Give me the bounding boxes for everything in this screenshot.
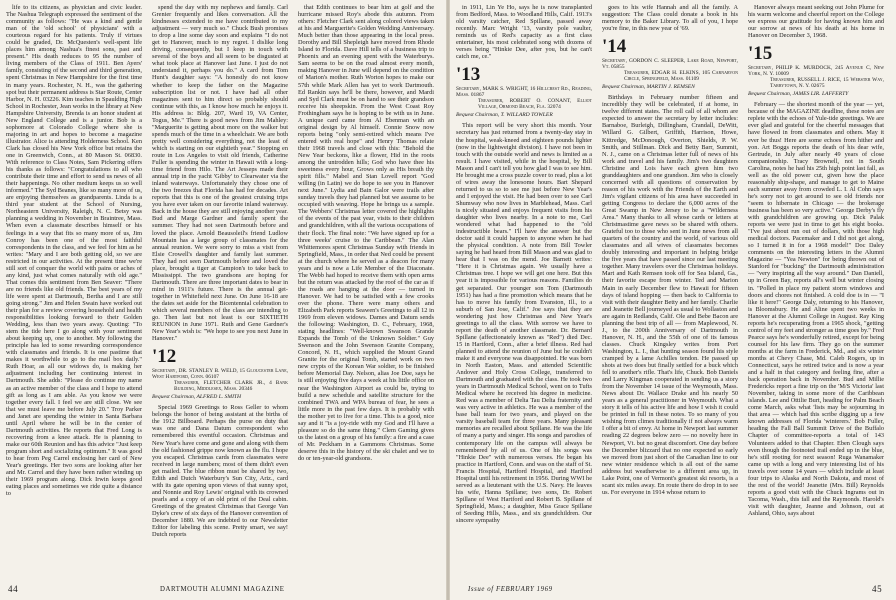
class-year: '12 [152, 346, 177, 368]
column-5-text-continued: Birthdays in February number fifteen and incredibly they will be celebrated, if at home, in twelve different states. The roll call of all whom are expected to answer the secretary by letter includes: Barnaboe, Burleigh, Dillingham, Crandall, DeWitt, Willard G. Gilbert, Griffith, Harrison, Howe, Kittredge, McDonough, Overton, Shields, P. W. Smith, and Stillman. Dick and Betty Barr, Summit, N. J., came on a Christmas letter full of news of his work and travel and his family. Jim's two daughters Christine and Lois have each given him two granddaughters and one grandson. Jim who is closely concerned with all questions of conservation by reason of his work with the Friends of the Earth and Jim's vigilant citizens of his area have succeeded in getting Congress to declare the 6,000 acres of the Great Swamp in New Jersey to be a "Wilderness Area." Many thanks to all whose cards or letters at Christmastime gave news so be shared with others. Grateful too to those who sent in June news from all quarters of the country and the world, of various old classmates and all wives of classmates becomes doubly interesting and important in helping bridge the five years that have passed since our last meeting together. Many travelers over the Christmas holidays. Mart and Kath Remsen took off for Sea Island, Ga., their favorite escape from winter. Ted and Marion Main in early December flew to Hawaii for fifteen days of island hopping — then back to California to visit with their daughter Betty and her family. Charlie and Jeanette Bell journeyed as usual to Wollaston and are again in Redlands, Calif. Ole and Bebe Bacon are planning the best trip of all — from Maplewood, N. J., to the 200th Anniversary of Dartmouth in Hanover, N. H., and the 55th of one of its famous classes. Chuck Kingsley writes from Port Washington, L. I., that hunting season found his style cramped by a lame Achilles tendon. He passed up shots at two does but finally settled for a buck which fell to another's rifle. That's life, Chuck. Bob Daniels and Larry Kingman cooperated in sending us a story from the November 14 issue of the Weymouth, Mass. News about Dr. Wallace Drake and his nearly 50 years as a general practitioner in Weymouth. What a story it tells of his active life and how I wish it could be printed in full in these notes. To so many of you wishing from climes traditionally if not always warm I offer a bit of envy. At home in Newport last summer reading 22 degrees below zero — no novelty here in Newport, Vt. but no great discomfort. One day before the December blizzard that no one expected so early we moved from just short of the Canadian line to our new winter residence which is all out of the same address but weatherwise to a different area up, in Lake Point, one of Vermont's greatest ski resorts, is a scant six miles away. En route there do drop in to see us. For everyone in 1914 whose return to [602, 94, 738, 496]
column-5 [602, 4, 738, 582]
class-year: '15 [748, 43, 773, 65]
class-secretary: Secretary, GORDON C. SLEEPER, Lake Road, Newport, Vt. 05855 [602, 58, 738, 71]
class-secretary: Secretary, PHILIP K. MURDOCK, 245 Avenue C, New York, N. Y. 10009 [748, 65, 884, 78]
class-heading-1915 [748, 44, 884, 89]
class-year: '14 [602, 36, 627, 58]
class-treasurer: Treasurer, FLETCHER CLARK JR., 4 Bank Building, Middlesex, Mass. 20346 [174, 380, 288, 393]
bequest-chairman: Bequest Chairman, MARTIN J. REMSEN [602, 84, 695, 91]
bequest-chairman: Bequest Chairman, T. WILLARD TOWLER [456, 112, 553, 119]
class-heading-1914 [602, 37, 738, 82]
column-4-text: in 1911, Lin Ye Ho, says he is now transplanted from Bedford, Mass. to Woodland Hills, Calif. 1913's old varsity catcher, Red Spillane, passed away recently. Marc Wright '13, varsity pole vaulter, reminds us of Red's capacity as a first class entertainer, his most celebrated song with dozens of verses being "Hinkie Dee, after you, but he can't catch me, ce." [456, 4, 592, 61]
column-2-text-continued: Special 1969 Greetings to Ross Geller to whom belongs the honor of being assistant at the births of the 1912 Billboard. Perhaps the purse on duty that was one and Dana Datum correspondent who remembered this eventful occasion. Christmas and New Year's have come and gone and along with them the old fashioned grippe now known as the flu. I hope you escaped. Christmas cards from classmates were received in large numbers; most of them didn't even get mailed. The blue ribbon must be shared by two, Edith and Dutch Waterbury's Sun City, Ariz., card with its gate opening upon views of that sunny spot, and Nonnie and Roy Lewis' original with its crowned pearls and a copy of an old print of the Deal cabin. Greetings of the greatest Christmas that George Van Dyke's crew of six days of the Hanover convention of December 1880. We are indebted to our Newsletter Editor for labeling this scene. Pretty smart, we say! Dutch reports [152, 404, 288, 539]
class-treasurer: Treasurer, EDGAR H. ELKINS, 105 Carnarvon Circle, Springfield, Mass. 01109 [624, 70, 738, 83]
right-page-number: 45 [872, 584, 883, 594]
column-1-text: life to its citizens, as physician and civic leader. The Nashua Telegraph expressed the sentiment of the community as follows: "He was a kind and gentle man of the 'old school' of physicians' with a courteous regard for his patients. Truly if virtues could be graded, Dr. McQuesten's well-spent life places him among Nashua's finest sons, past and present." His death reduces to 95 the number of living members of the Class of 1911. Ben Ayers' family, consisting of the second and third generation, spent Christmas in New Hampshire for the first time in many years. Rochester, N. H., was the gathering spot but their permanent address is Star Route, Center Harbor, N. H. 03226. Kim teaches in Spaulding High School in Rochester, Jean works in the library at New Hampshire University, Brenda is an honor student at New England College and is a junior. Bob is a sophomore at Colorado College where she is majoring in art and hopes to become a magazine illustrator. Alice is attending Holderness School. Ken Clark has closed his New York office but retains the one in Greenwich, Conn., at 80 Mason St. 06830. With reference to Class Notes, Sam Pickering offers his thanks as follows: "Congratulations to all who contribute their time and effort to send us news of all their happenings. No other medium keeps us so well informed." The Syd Beanes, like so many more of us, are enjoying themselves as grandparents. Linda is a third year student at the School of Nursing, Northeastern University, Raleigh, N. C. Betsy was planning a wedding in November in Braintree, Mass. When even a classmate describes himself or his feelings in a way that fits so many more of us, Jim Conroy has been one of the most faithful correspondents in the class, and we feel for him as he writes: "Mary and I are both getting old, so we are restricted in our activities. At the present time we're still sort of conquer the world with pains or aches of any kind, just what comes naturally with old age." That comes this sentiment from Ben Seaver: "There are no friends like old friends. The best years of my life were spent at Dartmouth, Bertha and I are still going strong." Jim and Helen Swain have worked out their plan for a review covering household and health responsibilities looking forward to their Golden Wedding, less than two years away. Quoting: "To stem the tide here I go along with your sentiment about keeping up, one to another. My following the principle has led to some rewarding correspondence with classmates and friends. It is one pastime that makes it worthwhile to go to the mail box daily." Ruth Hoar, as all our widows do, is making her adjustment including her continuing interest in Dartmouth. She adds: "Please do continue my name as an active member of the class and I hope to attend gift as long as I am able. As you know we were together every fall. I feel we are still close. We see that we must leave me before July 20." Troy Parker and Janet are spending the winter in Santa Barbara until April where he will be in the center of Dartmouth activities. He reports that Fred Long is recovering from a knee attack. He is planning to make our 60th Reunion and has this advice "Just keep program short and socializing optimum." It was good to hear from Peg Carrel enclosing her card of New Year's greetings. Her two sons are looking after her and Mr. Carrel and they have been rather winding up their 1969 program along. Dick Irwin keeps good eating places and sometimes we ride quite a distance to [6, 4, 142, 498]
issue-label: Issue of FEBRUARY 1969 [468, 586, 553, 593]
class-year: '13 [456, 64, 481, 86]
column-5-text: goes to his wife Hannah and all the family. A suggestion: The Class could donate a book in his memory to the Baker Library. To all of you, I hope you're fine, in this new year of '69. [602, 4, 738, 33]
column-6-text: Hanover always meant seeking out John Plume for his warm welcome and cheerful report on the College we express our gratitude for having known him and our sorrow at news of his death at his home in Hanover on December 3, 1968. [748, 4, 884, 40]
bequest-chairman: Bequest Chairman, JAMES LIR. LAFFERTY [748, 91, 849, 98]
page-gutter [446, 0, 450, 600]
column-2 [152, 4, 288, 582]
column-6 [748, 4, 884, 582]
class-secretary: Secretary, DR. STANLEY B. WELD, 15 Gloucester Lane, West Hartford, Conn. 06107 [152, 368, 288, 381]
class-heading-1912 [152, 347, 288, 392]
class-heading-1913 [456, 65, 592, 110]
column-2-text: spend the day with my nephews and family. Carl Grenier frequently and likes conversation. All the kindnesses extended to me have contributed to my adjustment — very much so." Chuck Bush promises to drop a line some day soon and explains "I do not get to Hanover, much to my regret. I dislike long driving, consequently, but I keep in touch with several of the boys and all seem to be disgusted at what took place at Hanover last June. I just do not understand it, perhaps you do." A card from Tom Hunt's daughter says: "A honestly do not know whether to keep the father on the Magazine subscription list or not. I have had all other magazines sent to him direct so probably should continue with this, as I know how much he enjoys it. His address is: Bldg. 207, Ward 19, VA Center, Togus, Me." There is good news from Jim Mahley: "Marguerite is getting about more on the walker but spends much of the time in a wheelchair. We are both pretty well considering everything, not the least of which is starting on our eightieth year." Stopping en route in Los Angeles to visit old friends, Catherine Fuller is spending the winter in Hawaii with a long-time friend from Hilo. The Art Jesseps made their annual trip in the yacht 'Gibby' to Clearwater via the inland waterways. Unfortunately they chose one of the two freezes that Florida has had for decades. Art reports that this is one of the greatest cruising trips you have ever taken on our favorite inland waterway. Back in the house they are still enjoying another year. Bud and Marge Gardner and family spent the summer. They had not seen Dartmouth before and loved the place. Arnold Beausoleil's friend Ludlow Mountain has a large group of classmates for the annual reunion. We were sorry to miss a visit from Elsie Crowell's daughter and family last summer. They had not seen Dartmouth before and loved the place, brought a tiger at Campion's to take back to Mississippi. The two grandsons are hoping for Dartmouth. There are three important dates to bear in mind in 1911's future. There is the annual get-together in Whitefield next June. On June 16-18 are the dates set aside for the Bicentennial celebration to which several members of the class are intending to go. Then last but not least is our SIXTIETH REUNION in June 1971. Ruth and Gene Gardner's New Year's wish is: "We hope to see you next June in Hanover." [152, 4, 288, 343]
column-3 [298, 4, 434, 582]
class-treasurer: Treasurer, RUSSELL J. RICE, 15 Webster Way, Tarrytown, N. Y. 02675 [770, 77, 884, 90]
class-treasurer: Treasurer, ROBERT O. CONANT, Elliot Village, Ormond Beach, Fla. 32074 [478, 98, 592, 111]
column-6-text-continued: February — the shortest month of the year — yet, because of the MAGAZINE deadline, these notes are replete with the echoes of Yule-tide greetings. We are ever glad and grateful for the cheerful messages that have flowed in from classmates and others. May it ever be thus! Here are some echoes from hither and yon. Art Boggs reports the death of his dear wife, Gertrude, in July after nearly 49 years of close companionship. Tracy Brownell, not in South Carolina, notes he had his 25th high point last fall, as well as the old power cut, given how the place reasonably ship-shape, and manage to get to Maine each summer away from crowded L. I. Al Cohn says he's sorry not to get around to see old friends nor "seem to hibernate in Chicago — the brokerage business has been so very active." George Derby's fly with grandchildren are growing up. Dick Palak reports we were just in time to get his eight books. "I've just about run out of dollars, with those high medical doctors. Pacemaker and I did not get along, so I turned it in for a 1968 model!" Doc Daley comments on the interesting letters in the Alumni Magazine — "Yea Newton" for being thrown out of Stanford for "bucking" the Dartmouth administration — "very inspiring all the way around." Dan Daniell, up in Green Bay, reports all's well but winter closing in. "Polled in place my patient storm windows and doors and chores not finished. A cold doe is in — "I like it here!" George Daly, returning to his Hanover, is Bloomsbury. He and Aline spent two weeks in Hanover at the Alumni College in August. Ray King reports he's recuperating from a 1965 shock, "getting control of my feet and stronger as time goes by." Fred Pearce says he's wonderfully retired, except for being counsel for his law firm. They go on the summer months at the farm in Frederick, Md., and six winter months at Chevy Chase, Md. Caleb Rogers, up in Connecticut, says he retired twice and is now a year and a half in that category and feeling fine, after a back operation back in November. Bud and Millie Fredericks report a fine trip on the 'M/S Victoria' last November, taking in some more of the Caribbean islands. Lee and Ottilie Burt, heading for Palm Beach come March, asks what 'lists may be sojourning in that area — which had this scribe digging up a few known addresses of Florida 'winterers.' Bob Fuller, heading the Fall Ball Summit Drive of the Buffalo Chapter of committee-reports a total of 143 Volunteers added to that Chapter. Eben Clough says even though the footnoted trail ended up in the blue, he's still rooting for next season! Ruga Wanamaker came up with a long and very interesting list of his travels over some 14 years — which include at least four trips to Alaska and North Dakota, and most of the rest of the world! Jeanette (Mrs. Bill) Reynolds reports a good visit with the Chuck Ingrams out in Tacoma, Wash., this fall and the Raymonds. Harold's visit with daughter, Jeanne and Johnson, out at Ashland, Ohio, says about [748, 101, 884, 517]
column-3-text: that Edith continues to bear him at golf and the hurricane missed Roy's abode this autumn. From others: Fletcher Clark sent along colored views taken at his and Marguerite's Golden Wedding Anniversary. Much better than those appearing in the local press. Dorothy and Bill Shepleigh have moved from Rhode Island to Florida. Dave Hill tells of a business trip to Phoenix and an evening spent with the Waterburys. Sam seems to be on the road almost every month, making Hanover in June will depend on the condition of Marion's mother. Ruth Worton hopes to make our 57th while Mark Allen has yet to work Dartmouth. Ed Rankin says he'll be there, however, and Mardi and Syd Clark must be on hand to see their grandson receive his sheepskin. From the West Coast Roy Frothingham says he is hoping to be with us in June. A unique card came from Al Ebenman with an original design by Al himself. Connie Snow now reports being "only semi-retired which means I've entered with real hope" and Henry Thomas relate their 1968 travels and close with this: "Behold the New Year beckons, like a flower, Hid in the roots among the untrodden hills; God who have thee his sweetness every hour, Grows only as His breath thy spirit fills." Mabel and Stan Lovell report "God willing (in Latin) we do hope to see you in Hanover next June." Lydia and Bain Galor were trails after sunday travels they had planned but we assume to be occupied with weaving. Hope he brings us a sample. The Webbers' Christmas letter covered the highlights of the events of the past year, visits to their children and grandchildren, with all the various occupations of their flock. The final note: "We have signed up for a three weeks' cruise to the Caribbean." The Alan Whittemores spent Christmas Sunday with friends in Springfield, Mass., in order that Ned could be present at the church where he served as a deacon for many years and is now a Life Member of the Diaconate. The Webb had hoped to receive them with open arms but the return was attacked by the roof of the car as if the roads are hanging at the door — turned in Hanover. We had to be satisfied with a few crooks over the phone. There were many others and Elizabeth Park reports Seawen's Greetings to all 12 in 1969 from eleven widows. Dames and Datum sends the following: Washington, D. C., February, 1968, stating headlines: "Well-known Swanson Grande Expands the Tomb of the Unknown Soldier." Guy Swenson and the John Swenson Granite Company, Concord, N. H., which supplied the Mount Grand Granite for the original Tomb, started work on two new crypts of the Korean War soldier, to be finished before Memorial Day. Nelson, alias Joe Doe, says he is still enjoying five days a week at his little office on near the Washington Airport as could be, trying to build a new schedule and satellite structure for the combined TWA and WPA bureau of fear, he sees a little more in the past few days. It is probably with the mother yet to live for a time. This is a good, nice say and it "is a joy-ride with my God and I'll have a pleasure so do the same thing." Clem Gaming gives us the latest on a group of his family: a fire and a case of Mr. Peckham in a Gammons Christmas. Some deserve this in the history of the ski chalet and we to do or ten-year-old grandsons. [298, 4, 434, 462]
bequest-chairman: Bequest Chairman, ALFRED L. SMITH [152, 394, 242, 401]
column-4-text-continued: This report will be very short this month. Your secretary has just returned from a twenty-day stay in the hospital, weak-kneed and eighteen pounds lighter (now in the lightweight division). I have not been in touch with the outside world and news is limited as a result. I have visited, while in the hospital, by Bill Mason and I can't tell you how glad I was to see him. He brought me a cross puzzle cover to read, plus a lot of wires away the lonesome hours. Bart Shepard returned to us so to see me just before New Year's and I enjoyed the visit. He had been over to see Carl Shumway who now lives in Marblehead, Mass. Carl is nicely situated and enjoys frequent visits from his daughter who lives nearby. In a note to me, Carl wondered what had happened to the "old indestructible bears." I'll have the answer but the doctor said it could happen to anyone when he had the physical condition. A note from Bill Towler saying he had heard from Bill Mason and was glad to hear that I was on the mend. Joe Barnett writes: "Here it is Christmas again. We usually have a Christmas tree. I hope we will get one here. But this year it is impossible for various reasons. Families do get separated. Our younger son Tom (Dartmouth 1951) has had a fine promotion which means that he has to move his family from Evanston, Ill., to a suburb of San Jose, Calif." Joe says that they are wondering just how Christmas and New Year's greetings to all the class. With sorrow we have to report the death of another classmate. Dr. Bernard Spillane (affectionately known as "Red") died Dec. 15 in Hartford, Conn., after a brief illness. Red had planned to attend the reunion of June but he couldn't make it and everyone was disappointed. He was born in North Easton, Mass. and attended Scientific Andover and Holy Cross College, transferred to Dartmouth and graduated with the class. He took two years in Dartmouth Medical School, went on to Tufts Medical where he received his degree in medicine. Red was a member of Delta Tau Delta fraternity and was very active in athletics. He was a member of the base ball team for two years, and played on the varsity baseball team for three years. Many pleasant memories are recalled about Spillane. He was the life of many a party and singer. His songs and parodies of contemporary life on the campus will always be remembered by all of us. One of his songs was "Hinkie Dee" with numerous verses. He began his practice in Hartford, Conn. and was on the staff of St. Francis Hospital, Hartford Hospital, and Hartford Hospital until his retirement in 1956. During WWI he served as a lieutenant with the U.S. Navy. He leaves his wife, Hanna Spillane; two sons, Dr. Robert Spillane of West Hartford and Robert B. Spillane of Springfield, Mass.; a daughter, Miss Grace Spillane of Seeding Hills, Mass., and six grandchildren. Our sincere sympathy [456, 122, 592, 525]
magazine-title: DARTMOUTH ALUMNI MAGAZINE [160, 586, 285, 593]
left-page-number: 44 [8, 584, 19, 594]
class-secretary: Secretary, MARK S. WRIGHT, 16 Hillcrest Rd., Reading, Mass. 01867 [456, 86, 592, 99]
column-4 [456, 4, 592, 582]
column-1 [6, 4, 142, 582]
